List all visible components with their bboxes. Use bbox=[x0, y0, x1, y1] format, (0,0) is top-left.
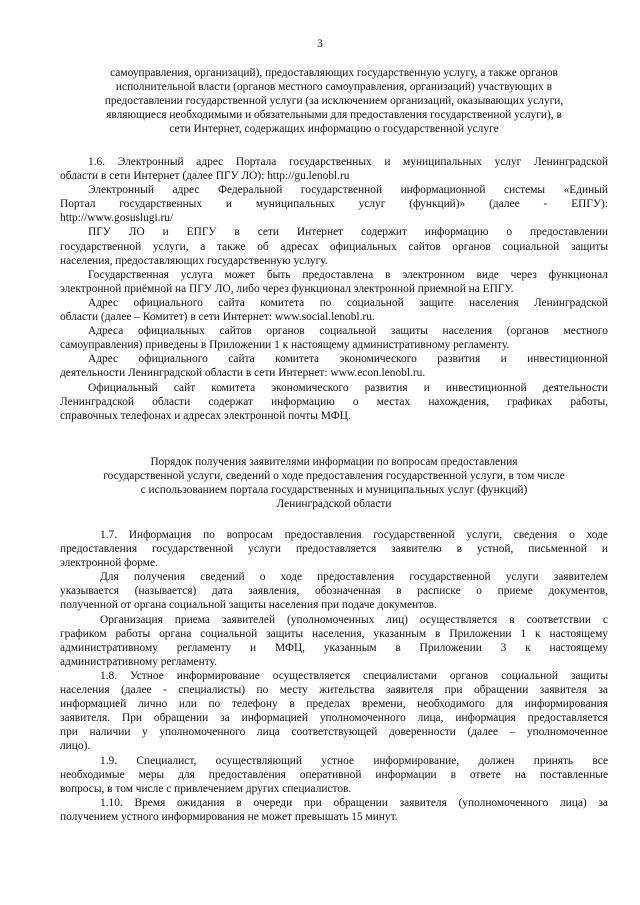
text-line: Для получения сведений о ходе предоставления государственной услуги заявителем bbox=[100, 571, 608, 584]
text-line: самоуправления, организаций), предоставляющих государственную услугу, а также органов bbox=[110, 67, 558, 79]
text-line: предоставлении государственной услуги (за исключением организаций, оказывающих услуги, bbox=[104, 95, 564, 108]
text-line: Портал государственных и муниципальных услуг (функций)» (далее - ЕПГУ): bbox=[60, 198, 608, 211]
text-line: самоуправления) приведены в Приложении 1 к настоящему административному регламенту. bbox=[60, 339, 510, 352]
text-line: лицо). bbox=[60, 740, 91, 753]
heading-line: с использованием портала государственных и муниципальных услуг (функций) bbox=[140, 484, 528, 497]
text-line: населения, предоставляющих государственную услугу. bbox=[60, 254, 328, 267]
text-line: электронной форме. bbox=[60, 557, 158, 570]
text-line: http://www.gosuslugi.ru/ bbox=[60, 212, 174, 225]
text-line: графиком работы органа социальной защиты населения, указанным в Приложении 1 к настоящему bbox=[60, 627, 608, 640]
text-line: Адрес официального сайта комитета по социальной защите населения Ленинградской bbox=[88, 296, 608, 309]
text-line: сети Интернет, содержащих информацию о государственной услуге bbox=[169, 123, 499, 136]
text-line: 1.10. Время ожидания в очереди при обращении заявителя (уполномоченного лица) за bbox=[100, 796, 608, 809]
text-line: Организация приема заявителей (уполномоченных лиц) осуществляется в соответствии с bbox=[100, 613, 608, 626]
text-line: получением устного информирования не может превышать 15 минут. bbox=[60, 810, 398, 823]
text-line: Адреса официальных сайтов органов социальной защиты населения (органов местного bbox=[88, 325, 608, 338]
section-1-7-to-1-10 bbox=[60, 528, 608, 824]
text-line: 1.9. Специалист, осуществляющий устное информирование, должен принять все bbox=[100, 754, 608, 767]
text-line: Государственная услуга может быть предоставлена в электронном виде через функционал bbox=[88, 268, 608, 281]
text-line: населения (далее - специалисты) по месту жительства заявителя при обращении заявителя за bbox=[60, 684, 608, 697]
text-line: области в сети Интернет (далее ПГУ ЛО): http://gu.lenobl.ru bbox=[60, 170, 350, 183]
text-line: вопросы, в том числе с привлечением других специалистов. bbox=[60, 782, 352, 795]
text-line: электронной приёмной на ПГУ ЛО, либо через функционал электронной приемной на ЕПГУ. bbox=[60, 282, 514, 295]
text-line: государственной услуги, а также об адресах официальных сайтов органов социальной защиты bbox=[60, 240, 608, 253]
text-line: области (далее – Комитет) в сети Интернет: www.social.lenobl.ru. bbox=[60, 311, 375, 324]
page-number: 3 bbox=[317, 38, 323, 50]
text-line: ПГУ ЛО и ЕПГУ в сети Интернет содержит информацию о предоставлении bbox=[88, 226, 608, 239]
intro-paragraph bbox=[60, 66, 608, 136]
text-line: справочных телефонах и адресах электронной почты МФЦ. bbox=[60, 409, 351, 422]
text-line: при наличии у уполномоченного лица соответствующей доверенности (далее – уполномоченное bbox=[60, 726, 608, 739]
text-line: полученной от органа социальной защиты населения при подаче документов. bbox=[60, 599, 437, 612]
text-line: Адрес официального сайта комитета экономического развития и инвестиционной bbox=[88, 353, 608, 366]
text-line: заявителя. При обращении за информацией уполномоченного лица, информация предоставляется bbox=[60, 712, 608, 725]
section-1-6 bbox=[60, 155, 608, 423]
text-line: являющиеся необходимыми и обязательными для предоставления государственной услуги), в bbox=[106, 109, 562, 122]
text-line: деятельности Ленинградской области в сети Интернет: www.econ.lenobl.ru. bbox=[60, 367, 426, 380]
text-line: исполнительной власти (органов местного самоуправления, организаций) участвующих в bbox=[115, 81, 553, 94]
text-line: указывается (называется) дата заявления, обозначенная в расписке о приеме документов, bbox=[60, 585, 608, 598]
text-line: 1.8. Устное информирование осуществляется специалистами органов социальной защиты bbox=[100, 669, 608, 682]
heading-line: Порядок получения заявителями информации по вопросам предоставления bbox=[150, 456, 518, 468]
heading-line: Ленинградской области bbox=[276, 498, 392, 511]
text-line: предоставления государственной услуги предоставляется заявителю в устной, письменной и bbox=[60, 543, 608, 556]
text-line: административному регламенту. bbox=[60, 655, 217, 668]
text-line: Официальный сайт комитета экономического развития и инвестиционной деятельности bbox=[88, 381, 608, 394]
text-line: Электронный адрес Федеральной государственной информационной системы «Единый bbox=[88, 184, 608, 197]
text-line: административному регламенту и МФЦ, указанным в Приложении 3 к настоящему bbox=[60, 641, 608, 654]
text-line: необходимые меры для предоставления оперативной информации в ответе на поставленные bbox=[60, 768, 608, 781]
heading-line: государственной услуги, сведений о ходе предоставления государственной услуги, в том числе bbox=[103, 470, 565, 483]
text-line: Ленинградской области содержат информацию о местах нахождения, графиках работы, bbox=[60, 395, 608, 408]
text-line: информацией лично или по телефону в пределах времени, необходимого для информирования bbox=[60, 698, 608, 711]
text-line: 1.7. Информация по вопросам предоставления государственной услуги, сведения о ходе bbox=[100, 529, 608, 541]
section-heading bbox=[60, 455, 608, 511]
text-line: 1.6. Электронный адрес Портала государственных и муниципальных услуг Ленинградской bbox=[88, 156, 608, 168]
